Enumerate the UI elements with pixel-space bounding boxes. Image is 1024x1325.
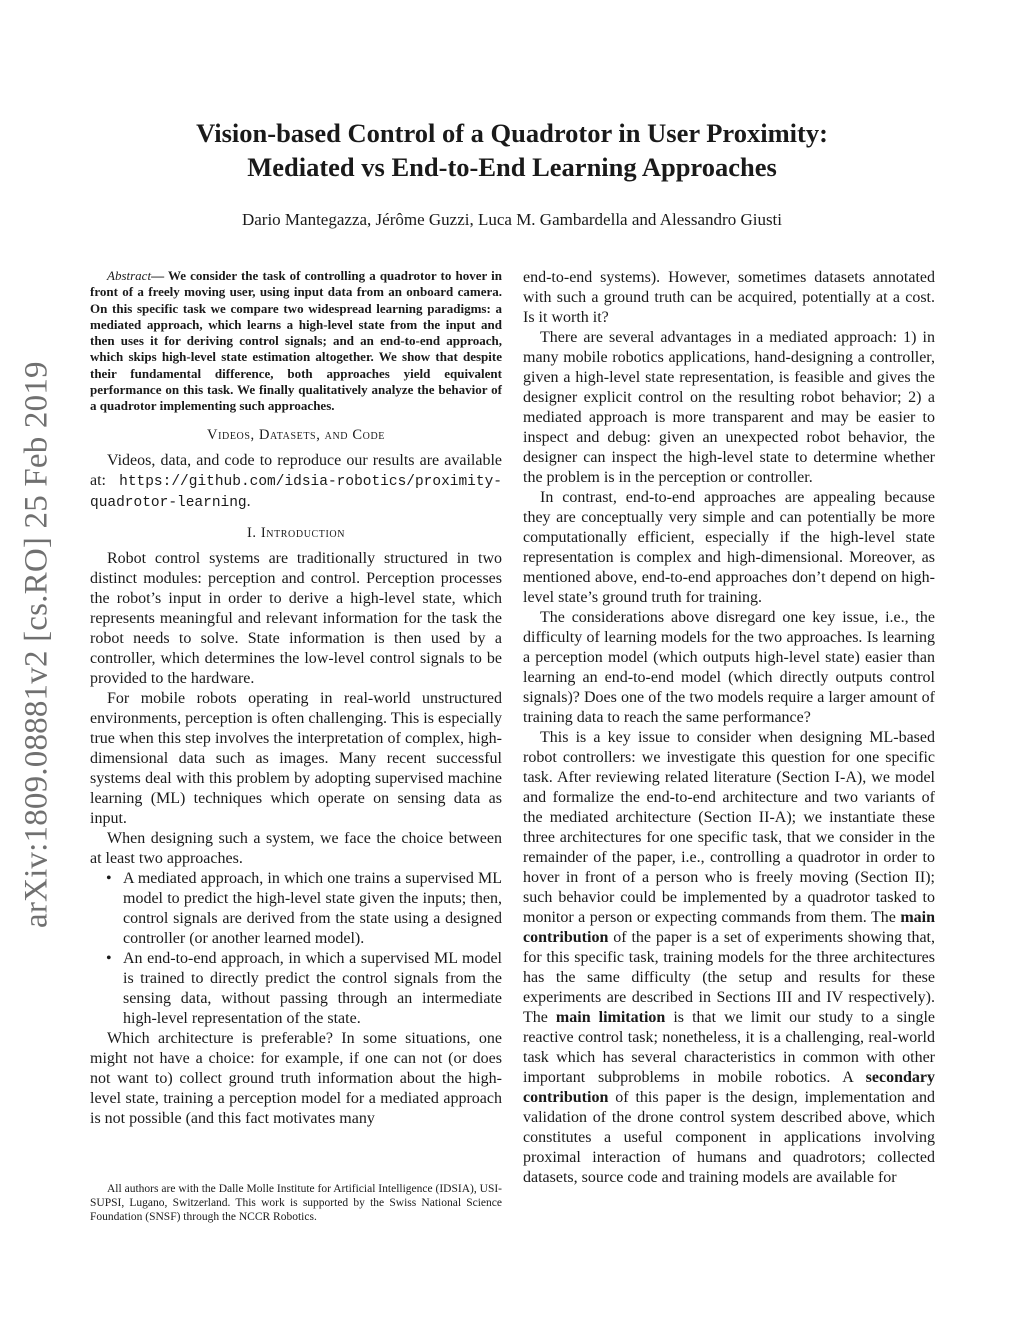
- right-paragraph-2: There are several advantages in a mediated approach: 1) in many mobile robotics applications, hand-designing a controller, given a high-level state representation, is feasible and gives the designer explicit control on the resulting robot behavior; 2) a mediated approach is more transparent and may be easier to inspect and debug: given an unexpected robot behavior, the designer can inspect the high-level state to determine whether the problem is in the perception or controller.: [523, 329, 935, 486]
- main-contribution-term: main contribution: [523, 909, 935, 946]
- contribution-text-d: is that we limit our study to a single reactive control task; nonetheless, it is a challenging, real-world task which has several characteristics in common with other important subproblems in mobile robotics. A: [523, 1009, 936, 1086]
- author-list: Dario Mantegazza, Jérôme Guzzi, Luca M. Gambardella and Alessandro Giusti: [241, 210, 783, 229]
- title-line-1: Vision-based Control of a Quadrotor in User Proximity:: [196, 118, 828, 148]
- secondary-contribution-term: secondary contribution: [523, 1069, 935, 1106]
- main-limitation-term: main limitation: [555, 1009, 666, 1026]
- repository-link[interactable]: https://github.com/idsia-robotics/proximity-quadrotor-learning: [90, 473, 502, 511]
- contribution-text-c: of the paper is a set of experiments showing that, for this specific task, training models for the three architectures has the same difficulty (the setup and results for these experiments are described in Sections III and IV respectively). The: [523, 929, 935, 1026]
- abstract: [90, 268, 502, 415]
- title-line-2: Mediated vs End-to-End Learning Approaches: [247, 152, 777, 182]
- right-paragraph-5: [523, 728, 935, 1188]
- footnote: All authors are with the Dalle Molle Institute for Artificial Intelligence (IDSIA), USI-SUPSI, Lugano, Switzerland. This work is supported by the Swiss National Science Foundation (SNSF) through the NCCR Robotics.: [90, 1183, 502, 1223]
- paper-title: [0, 116, 1024, 184]
- videos-text: Videos, data, and code to reproduce our results are available at:: [90, 451, 502, 489]
- intro-paragraph-2: For mobile robots operating in real-world unstructured environments, perception is often challenging. This is especially true when this step involves the interpretation of complex, high-dimensional data such as images. Many recent successful systems deal with this problem by adopting supervised machine learning (ML) techniques which operate on sensing data as input.: [90, 689, 502, 827]
- section-heading-videos: Videos, Datasets, and Code: [207, 426, 385, 443]
- right-paragraph-1: end-to-end systems). However, sometimes datasets annotated with such a ground truth can be acquired, potentially at a cost. Is it worth it?: [523, 269, 935, 326]
- intro-paragraph-1: Robot control systems are traditionally structured in two distinct modules: perception and control. Perception processes the robot’s input in order to derive a high-level state, which represents meaningful and relevant information for the task the robot needs to solve. State information is then used by a controller, which determines the low-level control signals to be provided to the hardware.: [90, 549, 502, 687]
- section-heading-introduction: I. Introduction: [246, 524, 346, 541]
- videos-paragraph: [90, 451, 502, 513]
- abstract-label: Abstract: [107, 268, 152, 283]
- abstract-dash: —: [151, 268, 165, 283]
- left-column: [90, 268, 502, 1129]
- intro-paragraph-3: When designing such a system, we face the choice between at least two approaches.: [90, 829, 502, 867]
- right-column: [523, 268, 935, 1188]
- right-paragraph-3: In contrast, end-to-end approaches are appealing because they are conceptually very simple and can potentially be more computationally efficient, especially if the high-level state representation is complex and high-dimensional. Moreover, as mentioned above, end-to-end approaches don’t depend on high-level state’s ground truth for training.: [523, 489, 935, 606]
- intro-paragraph-4: Which architecture is preferable? In some situations, one might not have a choice: for example, if one can not (or does not want to) collect ground truth information about the high-level state, training a perception model for a mediated approach is not possible (and this fact motivates many: [90, 1029, 502, 1127]
- arxiv-identifier: arXiv:1809.08881v2 [cs.RO] 25 Feb 2019: [18, 361, 55, 929]
- list-item-mediated: • A mediated approach, in which one trains a supervised ML model to predict the high-level state given the inputs; then, control signals are derived from the state using a designed controller (or another learned model).: [123, 869, 502, 949]
- right-paragraph-4: The considerations above disregard one key issue, i.e., the difficulty of learning models for the two approaches. Is learning a perception model (which outputs high-level state) easier than learning an end-to-end model (which directly outputs control signals)? Does one of the two models require a larger amount of training data to reach the same performance?: [523, 609, 935, 726]
- abstract-text: We consider the task of controlling a quadrotor to hover in front of a freely moving user, using input data from an onboard camera. On this specific task we compare two widespread learning paradigms: a mediated approach, which learns a high-level state from the input and then uses it for deriving control signals; and an end-to-end approach, which skips high-level state estimation altogether. We show that despite their fundamental difference, both approaches yield equivalent performance on this task. We finally qualitatively analyze the behavior of a quadrotor implementing such approaches.: [90, 268, 503, 414]
- approach-list: [90, 869, 502, 1029]
- contribution-text-e: of this paper is the design, implementation and validation of the drone control system described above, which constitutes a useful component in applications involving proximal interaction of humans and quadrotors; collected datasets, source code and training models are available for: [523, 1089, 935, 1186]
- list-item-end-to-end: • An end-to-end approach, in which a supervised ML model is trained to directly predict the control signals from the sensing data, without passing through an intermediate high-level representation of the state.: [123, 949, 502, 1029]
- videos-period: .: [246, 492, 251, 510]
- contribution-text-a: This is a key issue to consider when designing ML-based robot controllers: we investigate this question for one specific task. After reviewing related literature (Section I-A), we model and formalize the end-to-end architecture and two variants of the mediated architecture (Section II-A); we instantiate these three architectures for one specific task, that we consider in the remainder of the paper, i.e., controlling a quadrotor in order to hover in front of a person who is freely moving (Section II); such behavior could be implemented by a quadrotor tasked to monitor a person or expecting commands from them. The: [523, 729, 935, 926]
